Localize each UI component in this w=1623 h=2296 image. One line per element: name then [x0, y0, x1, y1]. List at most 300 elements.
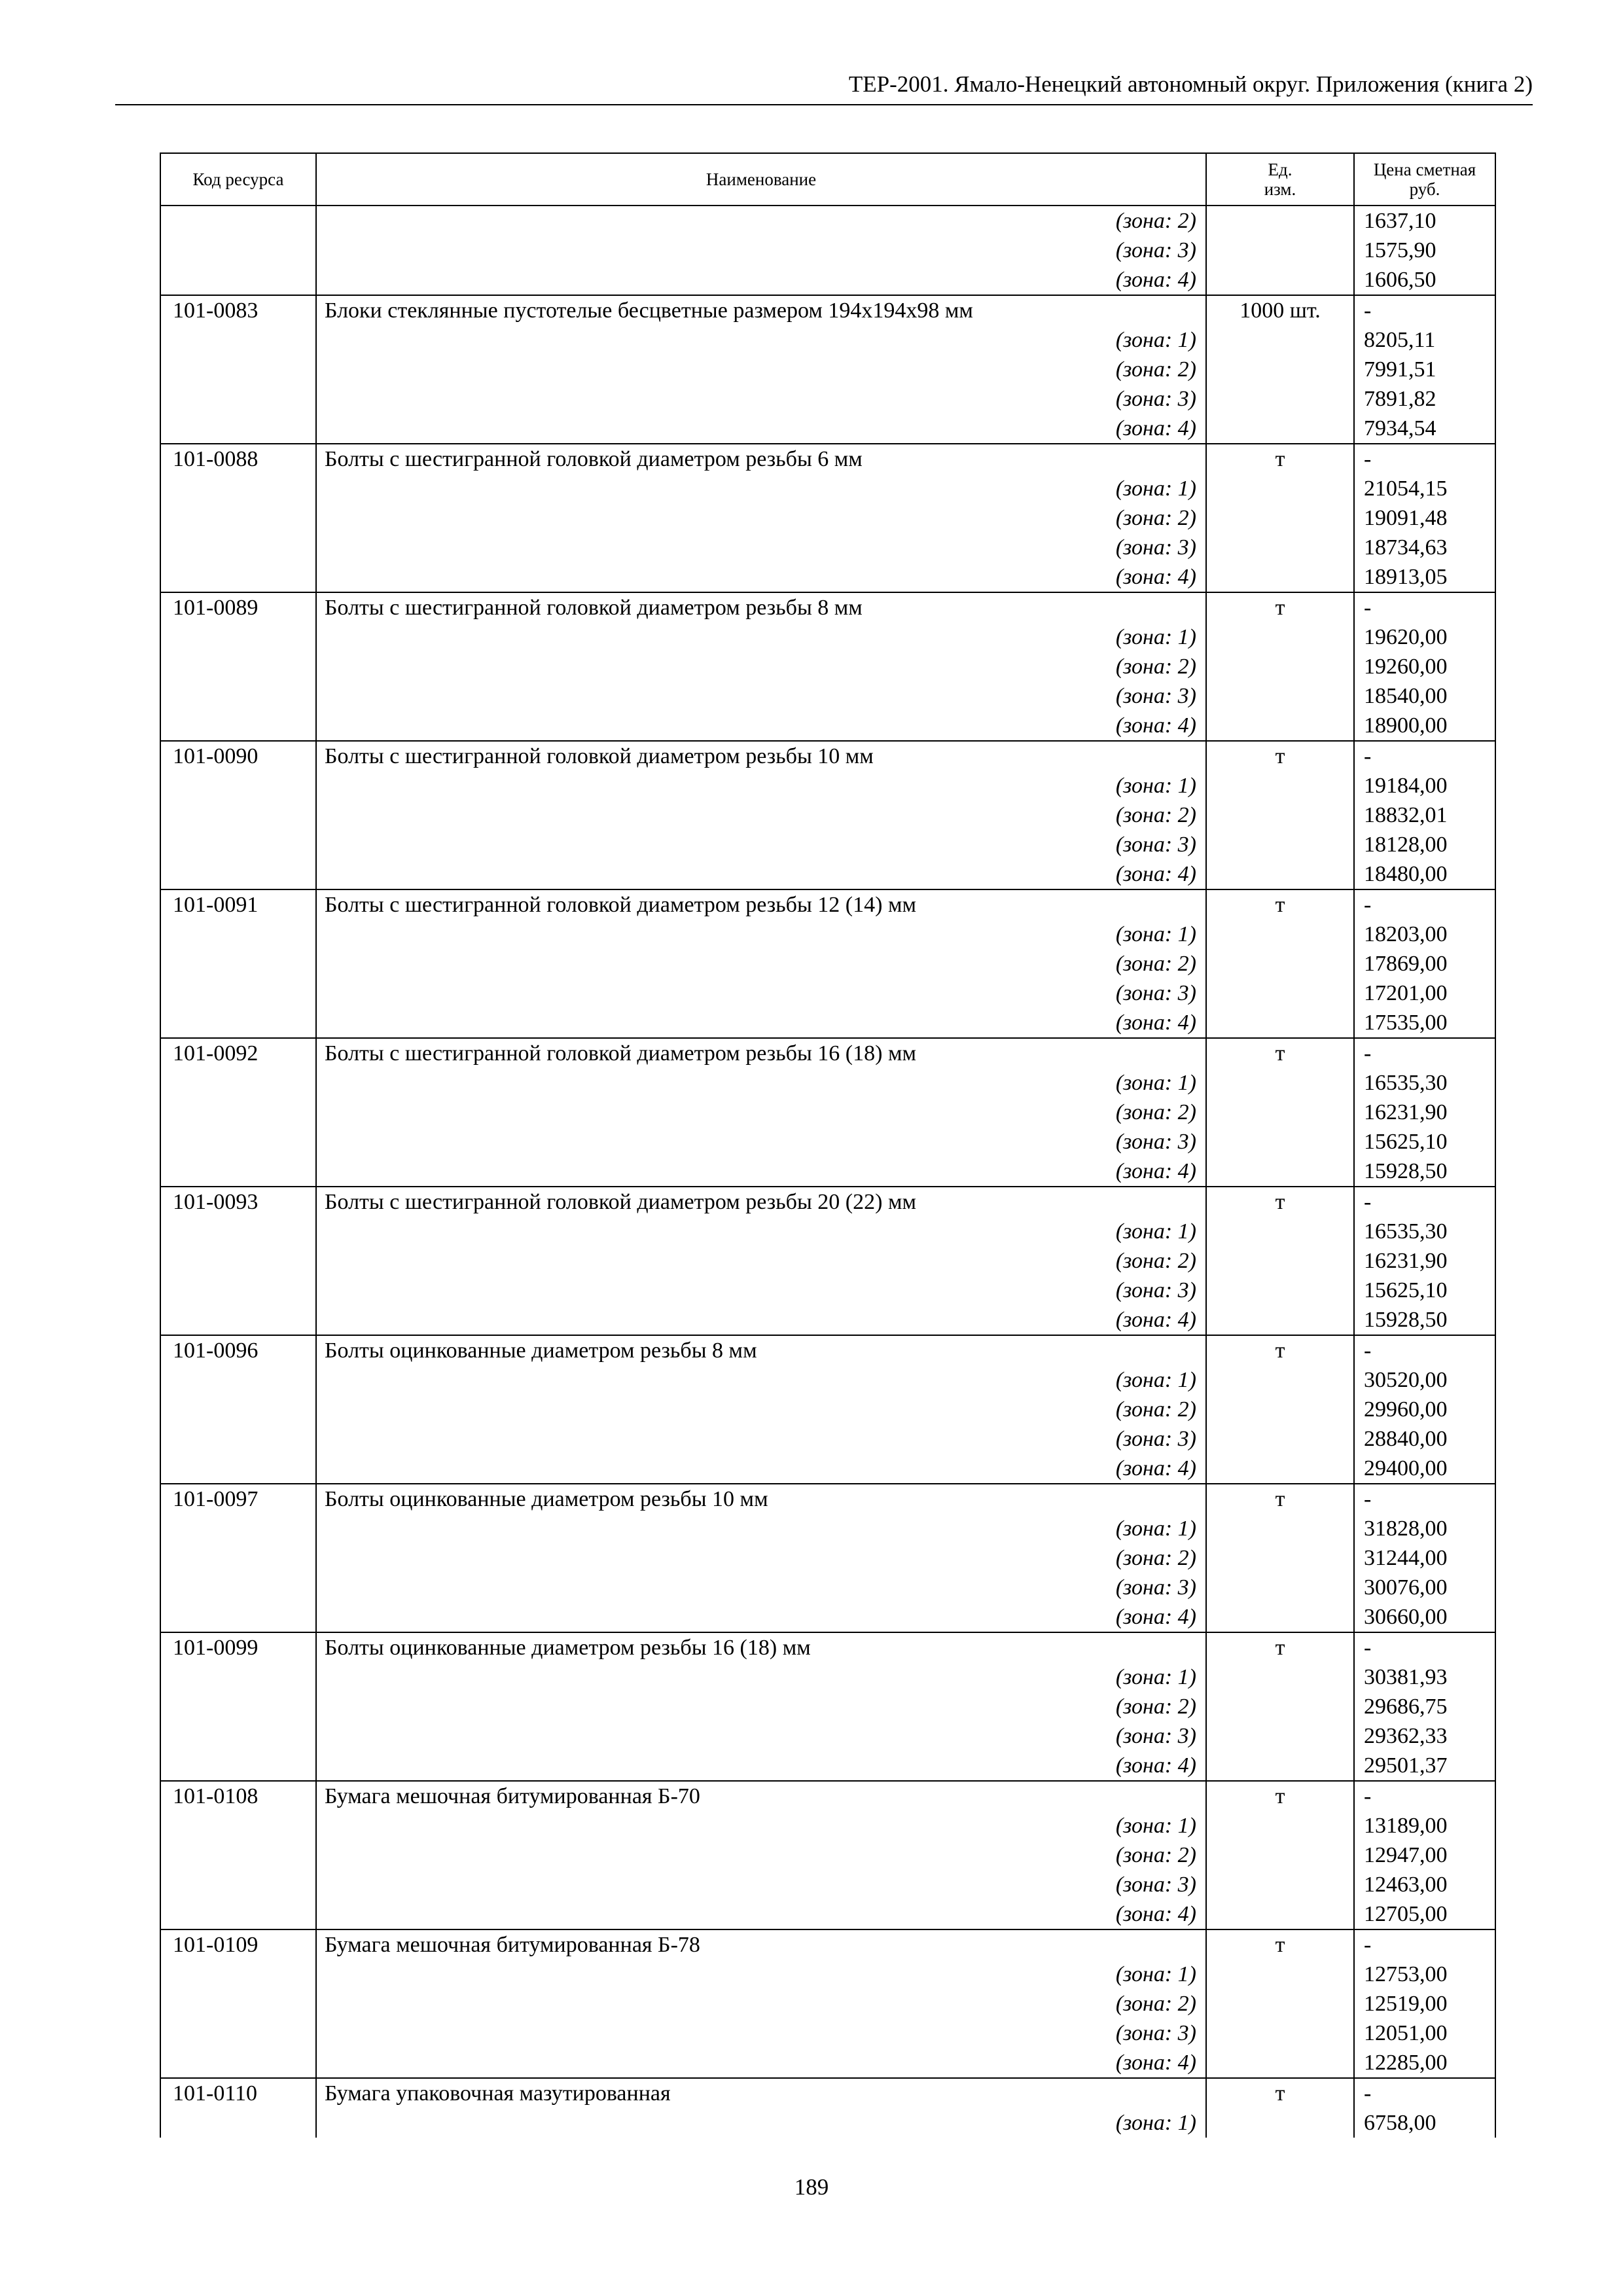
resource-code: 101-0093: [160, 1187, 316, 1217]
empty-unit-cell: [1206, 1899, 1354, 1929]
zone-label: (зона: 2): [316, 652, 1206, 681]
zone-price: 15928,50: [1354, 1157, 1495, 1187]
empty-unit-cell: [1206, 1395, 1354, 1424]
zone-label: (зона: 1): [316, 1960, 1206, 1989]
empty-code-cell: [160, 1395, 316, 1424]
resource-name: Болты с шестигранной головкой диаметром резьбы 8 мм: [316, 592, 1206, 622]
resource-name: Болты с шестигранной головкой диаметром резьбы 12 (14) мм: [316, 889, 1206, 920]
zone-label: (зона: 2): [316, 1840, 1206, 1870]
zone-price: 29501,37: [1354, 1751, 1495, 1781]
zone-label: (зона: 2): [316, 1246, 1206, 1276]
zone-row: [160, 771, 1495, 800]
zone-row: [160, 681, 1495, 711]
zone-row: [160, 859, 1495, 889]
empty-code-cell: [160, 1246, 316, 1276]
table-row: [160, 889, 1495, 920]
empty-unit-cell: [1206, 1989, 1354, 2018]
zone-row: [160, 1068, 1495, 1098]
empty-unit-cell: [1206, 236, 1354, 265]
zone-price: 18913,05: [1354, 562, 1495, 592]
resource-code: 101-0090: [160, 741, 316, 771]
zone-label: (зона: 2): [316, 206, 1206, 236]
empty-code-cell: [160, 1098, 316, 1127]
empty-unit-cell: [1206, 1217, 1354, 1246]
empty-unit-cell: [1206, 1127, 1354, 1157]
resource-code: 101-0099: [160, 1632, 316, 1662]
zone-row: [160, 1098, 1495, 1127]
zone-label: (зона: 4): [316, 711, 1206, 741]
zone-row: [160, 414, 1495, 444]
resource-name: Бумага мешочная битумированная Б-70: [316, 1781, 1206, 1811]
zone-row: [160, 1424, 1495, 1454]
empty-code-cell: [160, 1008, 316, 1038]
zone-label: (зона: 4): [316, 265, 1206, 295]
empty-code-cell: [160, 384, 316, 414]
zone-price: 29960,00: [1354, 1395, 1495, 1424]
empty-unit-cell: [1206, 384, 1354, 414]
table-row: [160, 1632, 1495, 1662]
zone-price: 13189,00: [1354, 1811, 1495, 1840]
zone-label: (зона: 1): [316, 1514, 1206, 1543]
empty-code-cell: [160, 1899, 316, 1929]
resource-code: 101-0108: [160, 1781, 316, 1811]
empty-code-cell: [160, 1751, 316, 1781]
zone-price: 18203,00: [1354, 920, 1495, 949]
zone-price: 8205,11: [1354, 325, 1495, 355]
zone-price: 30381,93: [1354, 1662, 1495, 1692]
zone-label: (зона: 2): [316, 800, 1206, 830]
empty-unit-cell: [1206, 711, 1354, 741]
empty-code-cell: [160, 1692, 316, 1721]
empty-code-cell: [160, 681, 316, 711]
empty-code-cell: [160, 622, 316, 652]
zone-row: [160, 355, 1495, 384]
zone-price: 30660,00: [1354, 1602, 1495, 1632]
empty-unit-cell: [1206, 652, 1354, 681]
resource-price: -: [1354, 1335, 1495, 1365]
empty-code-cell: [160, 1721, 316, 1751]
header-divider: [115, 104, 1533, 105]
zone-price: 1575,90: [1354, 236, 1495, 265]
empty-code-cell: [160, 920, 316, 949]
zone-label: (зона: 1): [316, 1365, 1206, 1395]
empty-code-cell: [160, 2048, 316, 2078]
table-row: [160, 1484, 1495, 1514]
resource-name: Болты с шестигранной головкой диаметром резьбы 10 мм: [316, 741, 1206, 771]
zone-label: (зона: 3): [316, 236, 1206, 265]
page-number: 189: [794, 2174, 829, 2200]
empty-unit-cell: [1206, 771, 1354, 800]
zone-price: 19620,00: [1354, 622, 1495, 652]
zone-price: 16535,30: [1354, 1068, 1495, 1098]
resource-code: 101-0089: [160, 592, 316, 622]
zone-price: 29362,33: [1354, 1721, 1495, 1751]
empty-unit-cell: [1206, 1602, 1354, 1632]
resource-name: Болты оцинкованные диаметром резьбы 16 (18) мм: [316, 1632, 1206, 1662]
zone-price: 7934,54: [1354, 414, 1495, 444]
empty-code-cell: [160, 859, 316, 889]
zone-label: (зона: 3): [316, 1870, 1206, 1899]
empty-unit-cell: [1206, 1068, 1354, 1098]
zone-row: [160, 1811, 1495, 1840]
zone-row: [160, 384, 1495, 414]
zone-row: [160, 949, 1495, 978]
empty-code-cell: [160, 1989, 316, 2018]
resource-price: -: [1354, 1187, 1495, 1217]
zone-label: (зона: 1): [316, 325, 1206, 355]
column-header-price: Цена сметная руб.: [1354, 153, 1495, 206]
empty-unit-cell: [1206, 1157, 1354, 1187]
empty-unit-cell: [1206, 355, 1354, 384]
empty-code-cell: [160, 236, 316, 265]
zone-label: (зона: 1): [316, 1217, 1206, 1246]
empty-code-cell: [160, 800, 316, 830]
resource-name: Болты с шестигранной головкой диаметром резьбы 6 мм: [316, 444, 1206, 474]
resource-price-table: [160, 152, 1496, 2138]
zone-price: 19184,00: [1354, 771, 1495, 800]
empty-code-cell: [160, 949, 316, 978]
zone-price: 30076,00: [1354, 1573, 1495, 1602]
table-row: [160, 741, 1495, 771]
zone-label: (зона: 1): [316, 1662, 1206, 1692]
resource-name: Болты оцинкованные диаметром резьбы 8 мм: [316, 1335, 1206, 1365]
empty-unit-cell: [1206, 1305, 1354, 1335]
zone-row: [160, 1514, 1495, 1543]
zone-label: (зона: 3): [316, 1424, 1206, 1454]
empty-code-cell: [160, 1365, 316, 1395]
zone-label: (зона: 2): [316, 1543, 1206, 1573]
zone-label: (зона: 2): [316, 355, 1206, 384]
empty-code-cell: [160, 830, 316, 859]
empty-code-cell: [160, 1514, 316, 1543]
zone-label: (зона: 2): [316, 1989, 1206, 2018]
empty-unit-cell: [1206, 1573, 1354, 1602]
resource-price: -: [1354, 889, 1495, 920]
resource-name: Блоки стеклянные пустотелые бесцветные размером 194х194х98 мм: [316, 295, 1206, 325]
zone-label: (зона: 3): [316, 1573, 1206, 1602]
zone-label: (зона: 2): [316, 503, 1206, 533]
resource-name: Болты с шестигранной головкой диаметром резьбы 16 (18) мм: [316, 1038, 1206, 1068]
zone-row: [160, 2108, 1495, 2138]
zone-label: (зона: 4): [316, 414, 1206, 444]
resource-code: 101-0092: [160, 1038, 316, 1068]
empty-code-cell: [160, 1870, 316, 1899]
zone-row: [160, 206, 1495, 236]
zone-price: 30520,00: [1354, 1365, 1495, 1395]
zone-row: [160, 1246, 1495, 1276]
zone-price: 18900,00: [1354, 711, 1495, 741]
zone-price: 1606,50: [1354, 265, 1495, 295]
zone-price: 28840,00: [1354, 1424, 1495, 1454]
resource-name: Болты оцинкованные диаметром резьбы 10 мм: [316, 1484, 1206, 1514]
zone-label: (зона: 4): [316, 1454, 1206, 1484]
empty-unit-cell: [1206, 414, 1354, 444]
empty-code-cell: [160, 355, 316, 384]
empty-unit-cell: [1206, 1514, 1354, 1543]
empty-unit-cell: [1206, 949, 1354, 978]
zone-price: 16535,30: [1354, 1217, 1495, 1246]
zone-price: 12753,00: [1354, 1960, 1495, 1989]
empty-unit-cell: [1206, 2018, 1354, 2048]
zone-price: 17535,00: [1354, 1008, 1495, 1038]
zone-label: (зона: 1): [316, 920, 1206, 949]
resource-price: -: [1354, 741, 1495, 771]
empty-unit-cell: [1206, 978, 1354, 1008]
table-row: [160, 1335, 1495, 1365]
empty-code-cell: [160, 711, 316, 741]
zone-price: 16231,90: [1354, 1246, 1495, 1276]
resource-unit: т: [1206, 1484, 1354, 1514]
zone-row: [160, 474, 1495, 503]
zone-row: [160, 562, 1495, 592]
empty-unit-cell: [1206, 622, 1354, 652]
zone-row: [160, 1276, 1495, 1305]
column-header-unit: Ед. изм.: [1206, 153, 1354, 206]
zone-price: 7991,51: [1354, 355, 1495, 384]
empty-code-cell: [160, 206, 316, 236]
zone-label: (зона: 3): [316, 1721, 1206, 1751]
zone-label: (зона: 4): [316, 1157, 1206, 1187]
empty-unit-cell: [1206, 1721, 1354, 1751]
table-row: [160, 295, 1495, 325]
empty-unit-cell: [1206, 1365, 1354, 1395]
resource-price: -: [1354, 1038, 1495, 1068]
zone-row: [160, 1721, 1495, 1751]
resource-name: Болты с шестигранной головкой диаметром резьбы 20 (22) мм: [316, 1187, 1206, 1217]
empty-code-cell: [160, 474, 316, 503]
zone-label: (зона: 2): [316, 1098, 1206, 1127]
zone-row: [160, 1751, 1495, 1781]
zone-row: [160, 1899, 1495, 1929]
empty-unit-cell: [1206, 1276, 1354, 1305]
empty-code-cell: [160, 1960, 316, 1989]
table-row: [160, 1781, 1495, 1811]
empty-code-cell: [160, 414, 316, 444]
empty-unit-cell: [1206, 1960, 1354, 1989]
empty-code-cell: [160, 1602, 316, 1632]
zone-label: (зона: 2): [316, 1395, 1206, 1424]
resource-price: -: [1354, 1929, 1495, 1960]
zone-label: (зона: 4): [316, 1751, 1206, 1781]
zone-row: [160, 1008, 1495, 1038]
empty-unit-cell: [1206, 2108, 1354, 2138]
zone-label: (зона: 1): [316, 1811, 1206, 1840]
zone-row: [160, 1543, 1495, 1573]
empty-code-cell: [160, 325, 316, 355]
empty-unit-cell: [1206, 265, 1354, 295]
zone-row: [160, 325, 1495, 355]
zone-row: [160, 1662, 1495, 1692]
zone-row: [160, 920, 1495, 949]
empty-unit-cell: [1206, 800, 1354, 830]
zone-label: (зона: 1): [316, 1068, 1206, 1098]
resource-code: 101-0097: [160, 1484, 316, 1514]
resource-unit: т: [1206, 592, 1354, 622]
zone-label: (зона: 3): [316, 1276, 1206, 1305]
zone-price: 18832,01: [1354, 800, 1495, 830]
zone-row: [160, 1602, 1495, 1632]
resource-name: Бумага мешочная битумированная Б-78: [316, 1929, 1206, 1960]
empty-unit-cell: [1206, 1811, 1354, 1840]
zone-price: 18540,00: [1354, 681, 1495, 711]
empty-code-cell: [160, 1543, 316, 1573]
resource-price: -: [1354, 1781, 1495, 1811]
empty-unit-cell: [1206, 681, 1354, 711]
zone-row: [160, 1573, 1495, 1602]
resource-price: -: [1354, 444, 1495, 474]
empty-code-cell: [160, 1811, 316, 1840]
table-row: [160, 1187, 1495, 1217]
resource-unit: т: [1206, 1781, 1354, 1811]
zone-price: 6758,00: [1354, 2108, 1495, 2138]
empty-code-cell: [160, 1305, 316, 1335]
empty-code-cell: [160, 503, 316, 533]
zone-price: 12519,00: [1354, 1989, 1495, 2018]
zone-label: (зона: 1): [316, 474, 1206, 503]
column-header-name: Наименование: [316, 153, 1206, 206]
empty-unit-cell: [1206, 1840, 1354, 1870]
resource-name: Бумага упаковочная мазутированная: [316, 2078, 1206, 2108]
empty-unit-cell: [1206, 1662, 1354, 1692]
zone-price: 29686,75: [1354, 1692, 1495, 1721]
empty-unit-cell: [1206, 859, 1354, 889]
zone-label: (зона: 3): [316, 978, 1206, 1008]
resource-unit: 1000 шт.: [1206, 295, 1354, 325]
resource-unit: т: [1206, 444, 1354, 474]
zone-row: [160, 1395, 1495, 1424]
zone-price: 16231,90: [1354, 1098, 1495, 1127]
table-body: [160, 206, 1495, 2138]
resource-unit: т: [1206, 1929, 1354, 1960]
zone-label: (зона: 4): [316, 1602, 1206, 1632]
resource-price: -: [1354, 295, 1495, 325]
zone-row: [160, 1989, 1495, 2018]
resource-price: -: [1354, 1632, 1495, 1662]
empty-code-cell: [160, 265, 316, 295]
zone-label: (зона: 1): [316, 771, 1206, 800]
zone-row: [160, 1305, 1495, 1335]
empty-unit-cell: [1206, 1692, 1354, 1721]
empty-unit-cell: [1206, 562, 1354, 592]
zone-label: (зона: 3): [316, 384, 1206, 414]
zone-price: 18734,63: [1354, 533, 1495, 562]
empty-code-cell: [160, 1573, 316, 1602]
empty-code-cell: [160, 1068, 316, 1098]
zone-row: [160, 1454, 1495, 1484]
resource-code: 101-0110: [160, 2078, 316, 2108]
resource-unit: т: [1206, 741, 1354, 771]
zone-label: (зона: 1): [316, 2108, 1206, 2138]
resource-unit: т: [1206, 1038, 1354, 1068]
empty-code-cell: [160, 652, 316, 681]
zone-row: [160, 236, 1495, 265]
empty-code-cell: [160, 1157, 316, 1187]
zone-row: [160, 2018, 1495, 2048]
zone-row: [160, 622, 1495, 652]
zone-price: 12051,00: [1354, 2018, 1495, 2048]
zone-label: (зона: 4): [316, 859, 1206, 889]
zone-price: 15625,10: [1354, 1127, 1495, 1157]
zone-row: [160, 978, 1495, 1008]
zone-price: 31828,00: [1354, 1514, 1495, 1543]
zone-row: [160, 1840, 1495, 1870]
table-header: [160, 153, 1495, 206]
zone-label: (зона: 3): [316, 681, 1206, 711]
zone-row: [160, 711, 1495, 741]
zone-price: 15625,10: [1354, 1276, 1495, 1305]
resource-code: 101-0109: [160, 1929, 316, 1960]
resource-unit: т: [1206, 1632, 1354, 1662]
table-row: [160, 1929, 1495, 1960]
empty-unit-cell: [1206, 920, 1354, 949]
resource-price: -: [1354, 2078, 1495, 2108]
empty-unit-cell: [1206, 1246, 1354, 1276]
resource-code: 101-0096: [160, 1335, 316, 1365]
zone-label: (зона: 4): [316, 2048, 1206, 2078]
empty-unit-cell: [1206, 206, 1354, 236]
zone-price: 17201,00: [1354, 978, 1495, 1008]
empty-unit-cell: [1206, 1543, 1354, 1573]
resource-price: -: [1354, 592, 1495, 622]
empty-code-cell: [160, 1276, 316, 1305]
zone-price: 19260,00: [1354, 652, 1495, 681]
zone-label: (зона: 2): [316, 1692, 1206, 1721]
empty-code-cell: [160, 2108, 316, 2138]
zone-price: 7891,82: [1354, 384, 1495, 414]
zone-row: [160, 1217, 1495, 1246]
zone-price: 18128,00: [1354, 830, 1495, 859]
empty-unit-cell: [1206, 1751, 1354, 1781]
resource-price: -: [1354, 1484, 1495, 1514]
empty-code-cell: [160, 1217, 316, 1246]
zone-label: (зона: 3): [316, 830, 1206, 859]
empty-unit-cell: [1206, 1870, 1354, 1899]
table-row: [160, 1038, 1495, 1068]
zone-label: (зона: 4): [316, 562, 1206, 592]
resource-code: 101-0083: [160, 295, 316, 325]
empty-code-cell: [160, 1840, 316, 1870]
zone-row: [160, 1157, 1495, 1187]
empty-code-cell: [160, 771, 316, 800]
zone-price: 1637,10: [1354, 206, 1495, 236]
zone-row: [160, 1692, 1495, 1721]
resource-unit: т: [1206, 889, 1354, 920]
zone-row: [160, 830, 1495, 859]
resource-code: 101-0088: [160, 444, 316, 474]
empty-unit-cell: [1206, 2048, 1354, 2078]
empty-code-cell: [160, 1127, 316, 1157]
zone-row: [160, 800, 1495, 830]
resource-unit: т: [1206, 2078, 1354, 2108]
zone-price: 12463,00: [1354, 1870, 1495, 1899]
empty-unit-cell: [1206, 503, 1354, 533]
zone-row: [160, 1365, 1495, 1395]
empty-code-cell: [160, 1424, 316, 1454]
zone-price: 12705,00: [1354, 1899, 1495, 1929]
zone-label: (зона: 3): [316, 1127, 1206, 1157]
empty-unit-cell: [1206, 1098, 1354, 1127]
zone-row: [160, 503, 1495, 533]
resource-unit: т: [1206, 1187, 1354, 1217]
zone-price: 29400,00: [1354, 1454, 1495, 1484]
zone-label: (зона: 3): [316, 533, 1206, 562]
column-header-code: Код ресурса: [160, 153, 316, 206]
table-row: [160, 592, 1495, 622]
empty-code-cell: [160, 1454, 316, 1484]
empty-unit-cell: [1206, 1454, 1354, 1484]
table-row: [160, 444, 1495, 474]
zone-price: 18480,00: [1354, 859, 1495, 889]
